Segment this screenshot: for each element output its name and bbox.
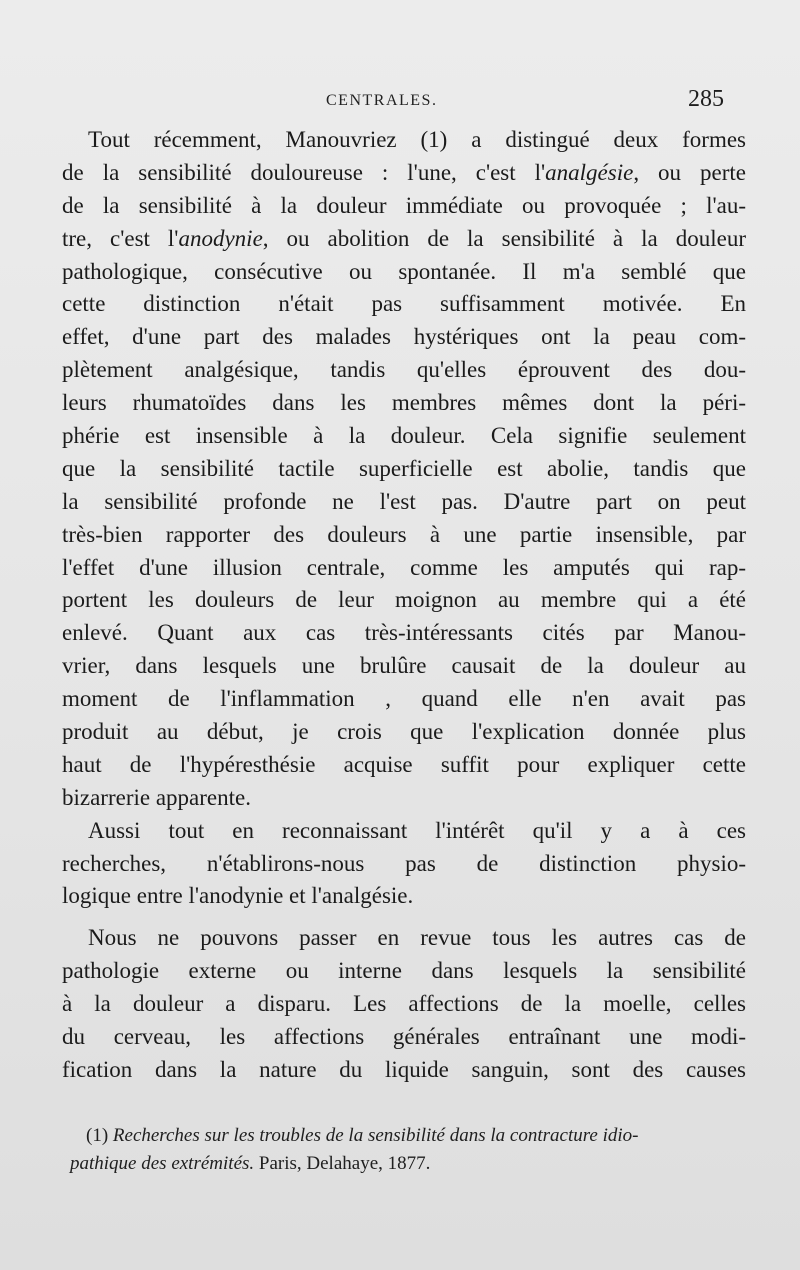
footnote-title-continued: pathique des extrémités. bbox=[70, 1153, 255, 1174]
footnote-title: Recherches sur les troubles de la sensibilité dans la contracture idio- bbox=[112, 1125, 639, 1146]
text-line: que la sensibilité tactile superficielle est abolie, tandis que bbox=[62, 455, 746, 481]
paragraph-1 bbox=[62, 124, 746, 815]
body-text bbox=[62, 124, 746, 1087]
text-line: effet, d'une part des malades hystériques ont la peau com- bbox=[62, 324, 746, 350]
italic-term-anodynie: anodynie bbox=[178, 225, 263, 251]
running-head: CENTRALES. bbox=[326, 92, 438, 109]
footnote-line bbox=[70, 1150, 750, 1178]
page-header bbox=[0, 86, 800, 116]
text-line: la sensibilité profonde ne l'est pas. D'autre part on peut bbox=[62, 488, 746, 514]
text-line: vrier, dans lesquels une brulûre causait de la douleur au bbox=[62, 653, 746, 679]
text-line: très-bien rapporter des douleurs à une partie insensible, par bbox=[62, 521, 746, 547]
footnote-publication: Paris, Delahaye, 1877. bbox=[254, 1153, 431, 1174]
text-line: à la douleur a disparu. Les affections de la moelle, celles bbox=[62, 991, 746, 1017]
text-line: cette distinction n'était pas suffisamment motivée. En bbox=[62, 291, 746, 317]
italic-term-analgesie: analgésie bbox=[545, 159, 634, 185]
text-line: Tout récemment, Manouvriez (1) a distingué deux formes bbox=[88, 127, 746, 152]
footnote bbox=[70, 1122, 750, 1178]
page-number: 285 bbox=[688, 86, 724, 112]
text-line: bizarrerie apparente. bbox=[62, 784, 251, 810]
text-line: tre, c'est l'anodynie, ou abolition de la sensibilité à la douleur bbox=[62, 225, 746, 251]
paragraph-2 bbox=[62, 815, 746, 914]
text-line: recherches, n'établirons-nous pas de distinction physio- bbox=[62, 850, 746, 876]
text-line: portent les douleurs de leur moignon au membre qui a été bbox=[62, 587, 746, 613]
text-line: Nous ne pouvons passer en revue tous les autres cas de bbox=[88, 925, 746, 951]
paragraph-3 bbox=[62, 922, 746, 1086]
text-line: de la sensibilité à la douleur immédiate ou provoquée ; l'au- bbox=[62, 192, 746, 218]
text-line: pathologique, consécutive ou spontanée. Il m'a semblé que bbox=[62, 258, 746, 284]
text-line: du cerveau, les affections générales entraînant une modi- bbox=[62, 1024, 746, 1050]
text-line: enlevé. Quant aux cas très-intéressants cités par Manou- bbox=[62, 620, 746, 646]
text-line: phérie est insensible à la douleur. Cela signifie seulement bbox=[62, 423, 746, 449]
text-line: moment de l'inflammation , quand elle n'en avait pas bbox=[62, 686, 746, 712]
text-line: haut de l'hypéresthésie acquise suffit pour expliquer cette bbox=[62, 751, 746, 777]
text-line: l'effet d'une illusion centrale, comme les amputés qui rap- bbox=[62, 554, 746, 580]
footnote-marker: (1) bbox=[86, 1125, 109, 1146]
text-line: Aussi tout en reconnaissant l'intérêt qu'il y a à ces bbox=[88, 817, 746, 843]
text-line: fication dans la nature du liquide sanguin, sont des causes bbox=[62, 1056, 746, 1082]
text-line: de la sensibilité douloureuse : l'une, c'est l'analgésie, ou perte bbox=[62, 159, 747, 185]
text-line: plètement analgésique, tandis qu'elles éprouvent des dou- bbox=[62, 357, 746, 383]
text-line: pathologie externe ou interne dans lesquels la sensibilité bbox=[62, 958, 746, 984]
text-line: produit au début, je crois que l'explication donnée plus bbox=[62, 719, 746, 745]
text-line: leurs rhumatoïdes dans les membres mêmes dont la péri- bbox=[62, 390, 746, 416]
text-line: logique entre l'anodynie et l'analgésie. bbox=[62, 883, 414, 909]
footnote-line bbox=[70, 1122, 750, 1150]
